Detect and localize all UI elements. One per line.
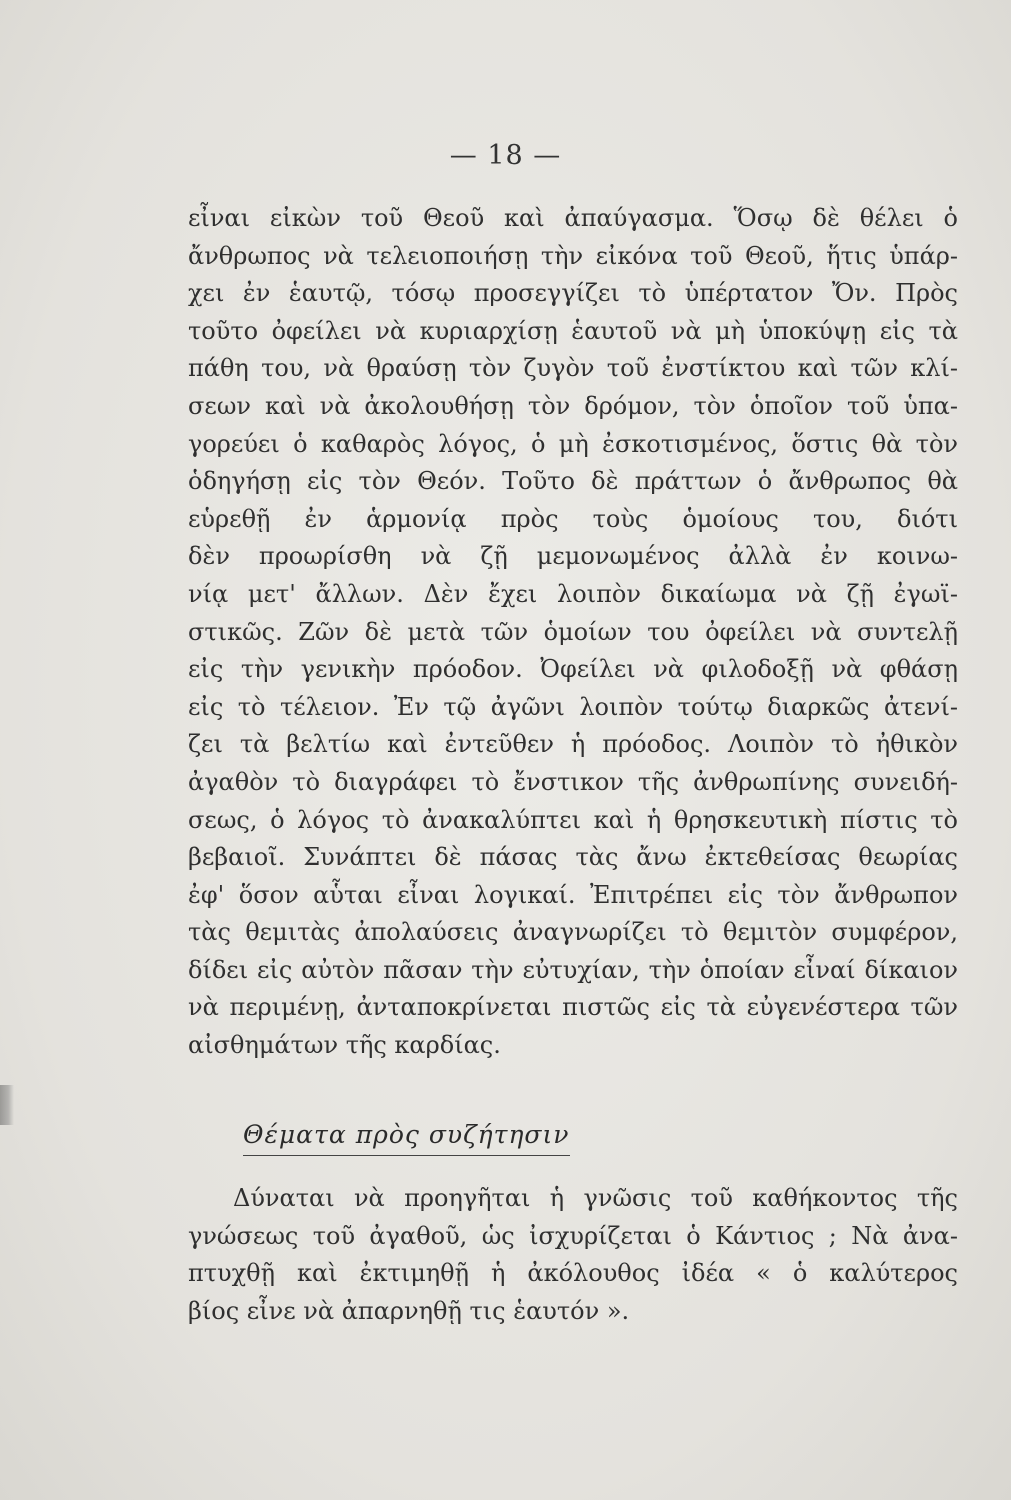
binding-mark [0,1085,14,1125]
question-line: πτυχθῇ καὶ ἐκτιμηθῇ ἡ ἀκόλουθος ἰδέα « ὁ καλύτερος [188,1259,958,1288]
text-line: νίᾳ μετ' ἄλλων. Δὲν ἔχει λοιπὸν δικαίωμα νὰ ζῇ ἐγωϊ- [188,579,958,608]
section-heading: Θέματα πρὸς συζήτησιν [243,1120,570,1156]
text-line: ζει τὰ βελτίω καὶ ἐντεῦθεν ἡ πρόοδος. Λοιπὸν τὸ ἠθικὸν [188,730,958,759]
text-line: εἰς τὸ τέλειον. Ἐν τῷ ἀγῶνι λοιπὸν τούτῳ διαρκῶς ἀτενί- [188,692,958,721]
text-line: τοῦτο ὀφείλει νὰ κυριαρχίσῃ ἑαυτοῦ νὰ μὴ ὑποκύψῃ εἰς τὰ [188,316,958,345]
text-line: ὁδηγήσῃ εἰς τὸν Θεόν. Τοῦτο δὲ πράττων ὁ ἄνθρωπος θὰ [188,467,958,496]
text-line: αἰσθημάτων τῆς καρδίας. [188,1031,501,1060]
text-line: ἐφ' ὅσον αὗται εἶναι λογικαί. Ἐπιτρέπει εἰς τὸν ἄνθρωπον [188,880,958,909]
discussion-questions [188,1180,958,1330]
text-line: ἀγαθὸν τὸ διαγράφει τὸ ἔνστικον τῆς ἀνθρωπίνης συνειδή- [188,767,958,796]
main-paragraph [188,200,958,1065]
text-line: δίδει εἰς αὐτὸν πᾶσαν τὴν εὐτυχίαν, τὴν ὁποίαν εἶναί δίκαιον [188,955,958,984]
text-line: στικῶς. Ζῶν δὲ μετὰ τῶν ὁμοίων του ὀφείλει νὰ συντελῇ [188,617,958,646]
text-line: δὲν προωρίσθη νὰ ζῇ μεμονωμένος ἀλλὰ ἐν κοινω- [188,542,958,571]
text-line: ἄνθρωπος νὰ τελειοποιήσῃ τὴν εἰκόνα τοῦ Θεοῦ, ἥτις ὑπάρ- [188,241,958,270]
text-line: γορεύει ὁ καθαρὸς λόγος, ὁ μὴ ἐσκοτισμένος, ὅστις θὰ τὸν [188,429,958,458]
text-line: σεων καὶ νὰ ἀκολουθήσῃ τὸν δρόμον, τὸν ὁποῖον τοῦ ὑπα- [188,391,958,420]
text-line: εὑρεθῇ ἐν ἁρμονίᾳ πρὸς τοὺς ὁμοίους του, διότι [188,504,958,533]
question-line: γνώσεως τοῦ ἀγαθοῦ, ὡς ἰσχυρίζεται ὁ Κάντιος ; Νὰ ἀνα- [188,1221,958,1250]
text-line: εἶναι εἰκὼν τοῦ Θεοῦ καὶ ἀπαύγασμα. Ὅσῳ δὲ θέλει ὁ [188,204,958,232]
text-line: πάθη του, νὰ θραύσῃ τὸν ζυγὸν τοῦ ἐνστίκτου καὶ τῶν κλί- [188,354,958,383]
text-line: βεβαιοῖ. Συνάπτει δὲ πάσας τὰς ἄνω ἐκτεθείσας θεωρίας [188,843,958,872]
text-line: χει ἐν ἑαυτῷ, τόσῳ προσεγγίζει τὸ ὑπέρτατον Ὄν. Πρὸς [188,279,958,308]
text-line: τὰς θεμιτὰς ἀπολαύσεις ἀναγνωρίζει τὸ θεμιτὸν συμφέρον, [188,918,958,947]
question-line: Δύναται νὰ προηγῆται ἡ γνῶσις τοῦ καθήκοντος τῆς [233,1184,958,1212]
page-number: — 18 — [449,140,562,171]
text-line: νὰ περιμένῃ, ἀνταποκρίνεται πιστῶς εἰς τὰ εὐγενέστερα τῶν [188,993,958,1022]
question-line: βίος εἶνε νὰ ἀπαρνηθῇ τις ἑαυτόν ». [188,1296,630,1325]
text-line: σεως, ὁ λόγος τὸ ἀνακαλύπτει καὶ ἡ θρησκευτικὴ πίστις τὸ [188,805,958,834]
text-line: εἰς τὴν γενικὴν πρόοδον. Ὀφείλει νὰ φιλοδοξῇ νὰ φθάσῃ [188,655,958,684]
